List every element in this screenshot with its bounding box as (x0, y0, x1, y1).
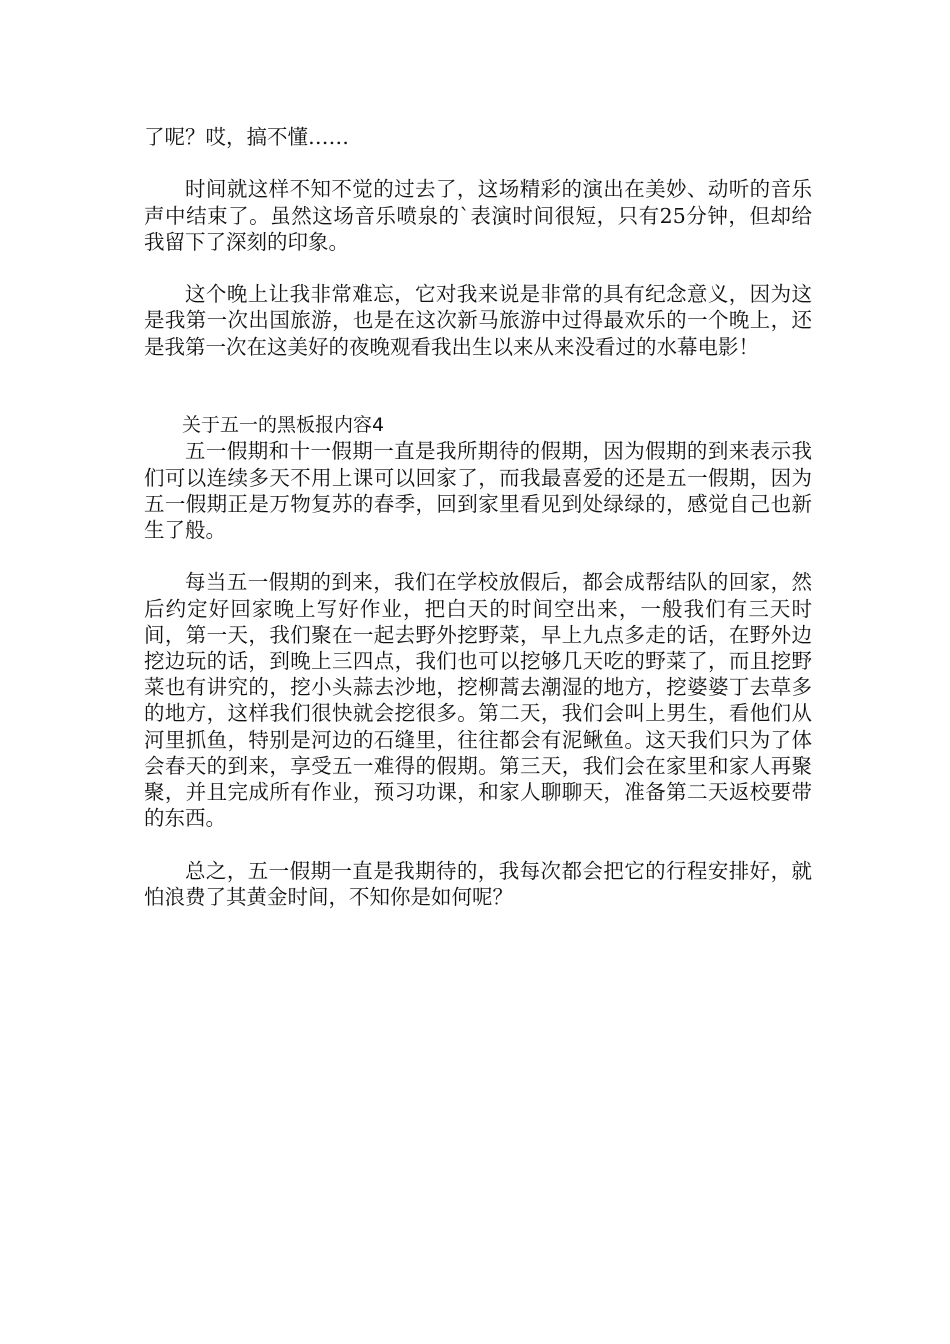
paragraph-conclusion: 总之，五一假期一直是我期待的，我每次都会把它的行程安排好，就怕浪费了其黄金时间，不知你是如何呢？ (144, 858, 812, 909)
paragraph-spacer (144, 255, 812, 281)
section-spacer (144, 360, 812, 412)
paragraph-continuation: 了呢？哎，搞不懂…… (144, 125, 349, 149)
paragraph-holiday-intro: 五一假期和十一假期一直是我所期待的假期，因为假期的到来表示我们可以连续多天不用上课可以回家了，而我最喜爱的还是五一假期，因为五一假期正是万物复苏的春季，回到家里看见到处绿绿的，感觉自己也新生了般。 (144, 439, 812, 542)
paragraph-spacer (144, 543, 812, 569)
document-body (144, 124, 812, 910)
paragraph-spacer (144, 831, 812, 857)
paragraph-memorable-night: 这个晚上让我非常难忘，它对我来说是非常的具有纪念意义，因为这是我第一次出国旅游，也是在这次新马旅游中过得最欢乐的一个晚上，还是我第一次在这美好的夜晚观看我出生以来从来没看过的水幕电影！ (144, 282, 812, 359)
paragraph-holiday-activities: 每当五一假期的到来，我们在学校放假后，都会成帮结队的回家，然后约定好回家晚上写好作业，把白天的时间空出来，一般我们有三天时间，第一天，我们聚在一起去野外挖野菜，早上九点多走的话，在野外边挖边玩的话，到晚上三四点，我们也可以挖够几天吃的野菜了，而且挖野菜也有讲究的，挖小头蒜去沙地，挖柳蒿去潮湿的地方，挖婆婆丁去草多的地方，这样我们很快就会挖很多。第二天，我们会叫上男生，看他们从河里抓鱼，特别是河边的石缝里，往往都会有泥鳅鱼。这天我们只为了体会春天的到来，享受五一难得的假期。第三天，我们会在家里和家人再聚聚，并且完成所有作业，预习功课，和家人聊聊天，准备第二天返校要带的东西。 (144, 570, 812, 831)
paragraph-spacer (144, 150, 812, 176)
section-heading: 关于五一的黑板报内容4 (182, 414, 385, 437)
paragraph-performance-end: 时间就这样不知不觉的过去了，这场精彩的演出在美妙、动听的音乐声中结束了。虽然这场音乐喷泉的`表演时间很短，只有25分钟，但却给我留下了深刻的印象。 (144, 177, 812, 254)
